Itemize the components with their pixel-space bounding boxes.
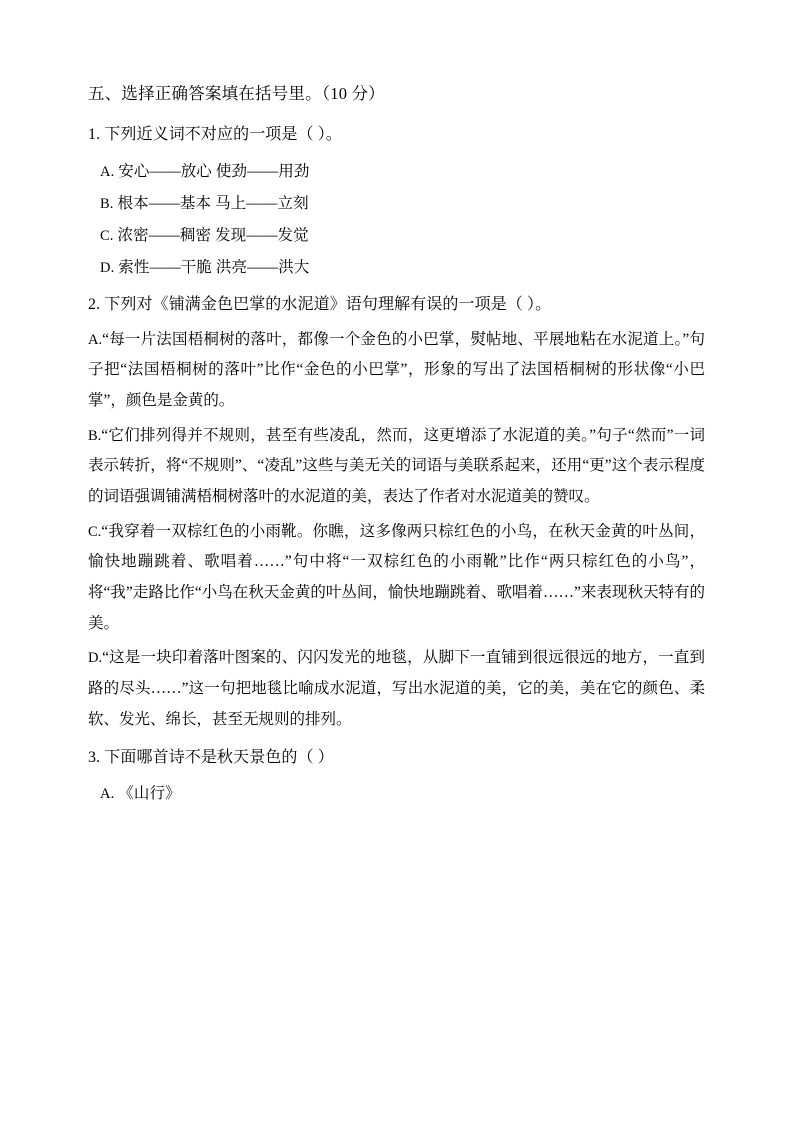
option-text: 浓密——稠密 发现——发觉	[117, 226, 309, 244]
question-2-stem: 2. 下列对《铺满金色巴掌的水泥道》语句理解有误的一项是（ ）。	[88, 296, 552, 314]
question-1-option-a[interactable]	[88, 157, 705, 187]
question-3-option-a[interactable]	[88, 779, 705, 809]
option-letter: A.	[100, 785, 115, 802]
option-letter: B.	[88, 427, 102, 444]
question-2-option-b[interactable]	[88, 421, 705, 513]
question-1-option-d[interactable]	[88, 253, 705, 283]
option-letter: D.	[88, 650, 103, 667]
question-2-option-c[interactable]	[88, 517, 705, 640]
question-2-option-a[interactable]	[88, 325, 705, 417]
question-1-stem: 1. 下列近义词不对应的一项是（ ）。	[88, 126, 342, 144]
option-letter: C.	[88, 523, 102, 540]
question-3	[88, 742, 705, 809]
option-text: “每一片法国梧桐树的落叶，都像一个金色的小巴掌，熨帖地、平展地粘在水泥道上。”句子把“法国梧桐树的落叶”比作“金色的小巴掌”，形象的写出了法国梧桐树的形状像“小巴掌”，颜色是金黄的。	[88, 330, 705, 409]
option-text: 安心——放心 使劲——用劲	[118, 162, 310, 180]
option-text: “它们排列得并不规则，甚至有些凌乱，然而，这更增添了水泥道的美。”句子“然而”一词表示转折，将“不规则”、“凌乱”这些与美无关的词语与美联系起来，还用“更”这个表示程度的词语强调铺满梧桐树落叶的水泥道的美，表达了作者对水泥道美的赞叹。	[88, 426, 705, 506]
option-letter: D.	[100, 260, 115, 277]
option-letter: C.	[100, 227, 114, 244]
question-1-option-c[interactable]	[88, 221, 705, 251]
question-1-option-b[interactable]	[88, 189, 705, 219]
option-letter: A.	[100, 163, 115, 180]
option-letter: A.	[88, 331, 103, 348]
question-2	[88, 289, 705, 735]
question-2-option-d[interactable]	[88, 643, 705, 735]
option-text: “我穿着一双棕红色的小雨靴。你瞧，这多像两只棕红色的小鸟，在秋天金黄的叶丛间，愉快地蹦跳着、歌唱着……”句中将“一双棕红色的小雨靴”比作“两只棕红色的小鸟”，将“我”走路比作“小鸟在秋天金黄的叶丛间，愉快地蹦跳着、歌唱着……”来表现秋天特有的美。	[88, 522, 705, 632]
option-text: 索性——干脆 洪亮——洪大	[118, 259, 310, 277]
option-text: “这是一块印着落叶图案的、闪闪发光的地毯，从脚下一直铺到很远很远的地方，一直到路的尽头……”这一句把地毯比喻成水泥道，写出水泥道的美，它的美，美在它的颜色、柔软、发光、绵长，甚至无规则的排列。	[88, 649, 705, 728]
question-1	[88, 119, 705, 283]
question-3-stem: 3. 下面哪首诗不是秋天景色的（ ）	[88, 748, 334, 766]
option-text: 根本——基本 马上——立刻	[117, 194, 309, 212]
option-letter: B.	[100, 195, 114, 212]
option-text: 《山行》	[118, 784, 181, 802]
section-heading: 五、选择正确答案填在括号里。（10 分）	[88, 84, 385, 103]
